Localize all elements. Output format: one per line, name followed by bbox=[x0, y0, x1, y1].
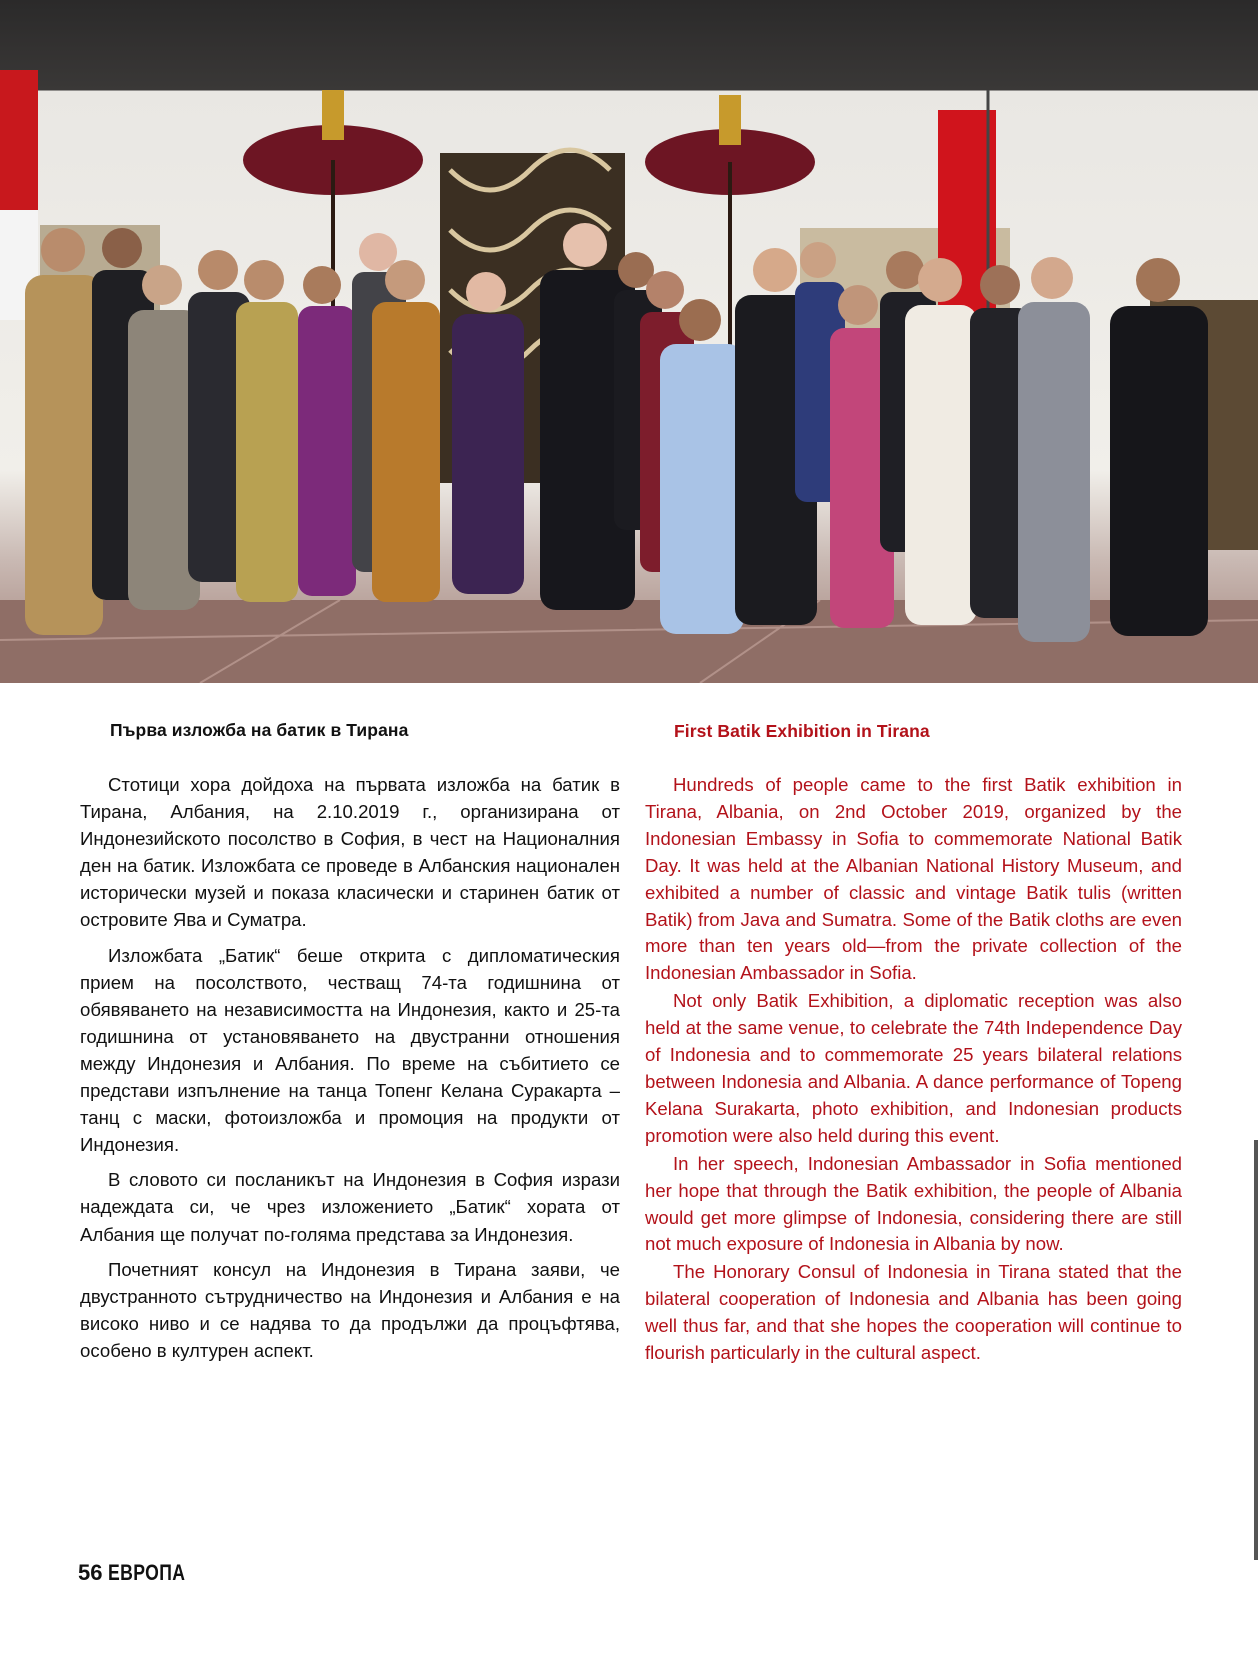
bg-paragraph: В словото си посланикът на Индонезия в София изрази надеждата си, че чрез изложението „Батик“ хората от Албания ще получат по-голяма представа за Индонезия. bbox=[80, 1169, 620, 1245]
page-number: 56 bbox=[78, 1560, 103, 1585]
page-edge-divider bbox=[1254, 1140, 1258, 1560]
page-footer bbox=[78, 1560, 205, 1586]
magazine-logo: ЕВРОПА bbox=[108, 1560, 186, 1585]
bg-paragraph: Стотици хора дойдоха на първата изложба на батик в Тирана, Албания, на 2.10.2019 г., организирана от Индонезийското посолство в София, в чест на Националния ден на батик. Изложбата се проведе в Албанския национален исторически музей и показа класически и старинен батик от островите Ява и Суматра. bbox=[80, 774, 620, 931]
bg-paragraph: Изложбата „Батик“ беше открита с дипломатическия прием на посолството, честващ 74-та годишнина от обявяването на независимостта на Индонезия, както и 25-та годишнина от установяването на двустранни отношения между Индонезия и Албания. По време на събитието се представи изпълнение на танца Топенг Келана Суракарта – танц с маски, фотоизложба и промоция на продукти от Индонезия. bbox=[80, 944, 620, 1156]
en-paragraph: In her speech, Indonesian Ambassador in Sofia mentioned her hope that through the Batik exhibition, the people of Albania would get more glimpse of Indonesia, considering there are still not much exposure of Indonesia in Albania by now. bbox=[645, 1152, 1182, 1255]
en-heading: First Batik Exhibition in Tirana bbox=[674, 721, 930, 741]
en-paragraph: Hundreds of people came to the first Batik exhibition in Tirana, Albania, on 2nd October 2019, organized by the Indonesian Embassy in Sofia to commemorate National Batik Day. It was held at the Albanian National History Museum, and exhibited a number of classic and vintage Batik tulis (written Batik) from Java and Sumatra. Some of the Batik cloths are even more than ten years old—from the private collection of the Indonesian Ambassador in Sofia. bbox=[645, 774, 1182, 984]
en-paragraph: Not only Batik Exhibition, a diplomatic reception was also held at the same venue, to celebrate the 74th Independence Day of Indonesia and to commemorate 25 years bilateral relations between Indonesia and Albania. A dance performance of Topeng Kelana Surakarta, photo exhibition, and Indonesian products promotion were also held during this event. bbox=[645, 990, 1182, 1146]
bg-heading: Първа изложба на батик в Тирана bbox=[110, 720, 409, 740]
en-paragraph: The Honorary Consul of Indonesia in Tirana stated that the bilateral cooperation of Indonesia and Albania has been going well thus far, and that she hopes the cooperation will continue to flourish particularly in the cultural aspect. bbox=[645, 1261, 1182, 1364]
bg-paragraph: Почетният консул на Индонезия в Тирана заяви, че двустранното сътрудничество на Индонезия и Албания е на високо ниво и се надява то да продължи да процъфтява, особено в културен аспект. bbox=[80, 1258, 620, 1361]
group-photo bbox=[0, 0, 1258, 683]
group-photo-icon bbox=[0, 0, 1258, 683]
english-column bbox=[645, 720, 1182, 1368]
bulgarian-column bbox=[80, 720, 620, 1372]
